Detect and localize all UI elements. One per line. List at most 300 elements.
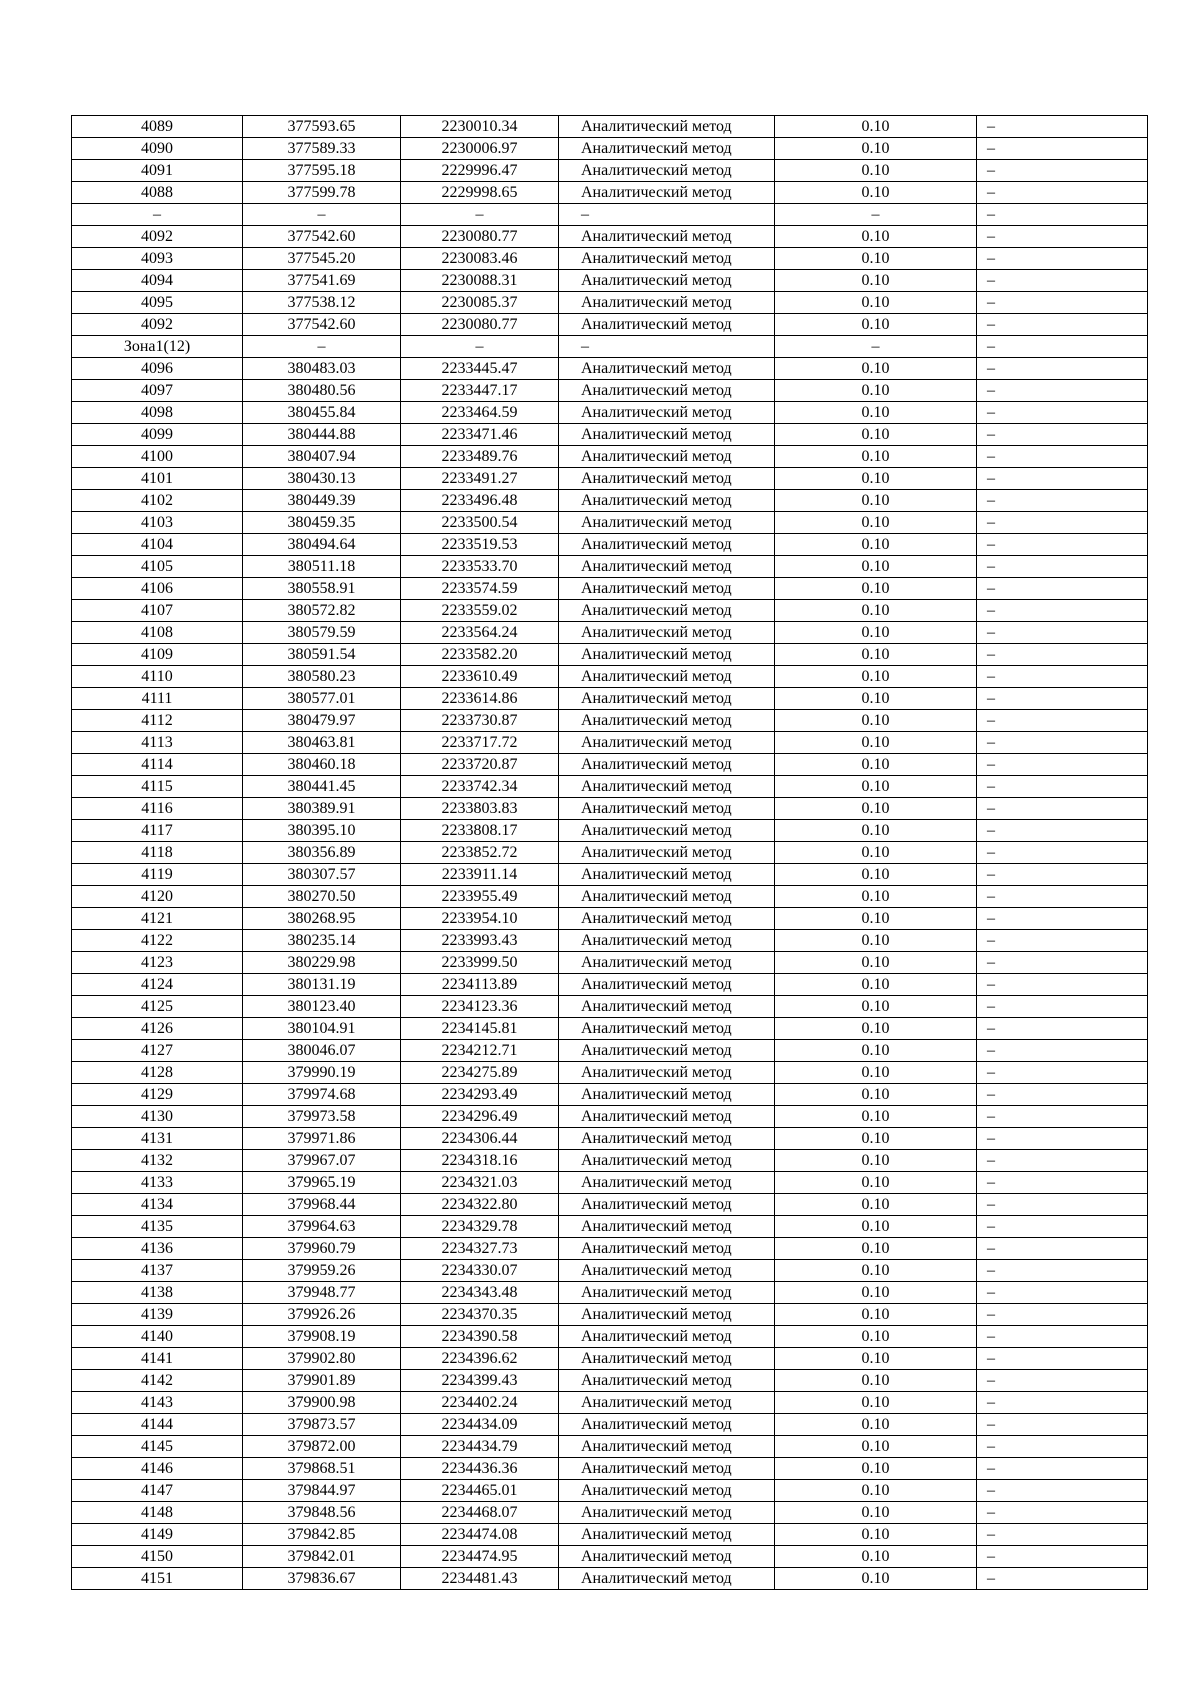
method-cell: Аналитический метод [559,842,775,864]
method-cell: Аналитический метод [559,182,775,204]
method-cell: – [559,204,775,226]
point-number-cell: 4114 [72,754,243,776]
table-row [72,1260,1148,1282]
accuracy-cell: 0.10 [775,248,977,270]
x-coordinate-cell: 379968.44 [243,1194,401,1216]
y-coordinate-cell: 2234293.49 [401,1084,559,1106]
table-row [72,468,1148,490]
point-number-cell: 4117 [72,820,243,842]
point-number-cell: 4098 [72,402,243,424]
accuracy-cell: 0.10 [775,1436,977,1458]
method-cell: Аналитический метод [559,798,775,820]
table-row [72,226,1148,248]
description-cell: – [977,1018,1148,1040]
y-coordinate-cell: 2234296.49 [401,1106,559,1128]
accuracy-cell: 0.10 [775,1502,977,1524]
y-coordinate-cell: 2230083.46 [401,248,559,270]
point-number-cell: Зона1(12) [72,336,243,358]
method-cell: Аналитический метод [559,1194,775,1216]
method-cell: Аналитический метод [559,1238,775,1260]
x-coordinate-cell: 377538.12 [243,292,401,314]
table-row [72,336,1148,358]
y-coordinate-cell: 2233500.54 [401,512,559,534]
point-number-cell: 4105 [72,556,243,578]
x-coordinate-cell: 377599.78 [243,182,401,204]
accuracy-cell: 0.10 [775,1084,977,1106]
point-number-cell: 4124 [72,974,243,996]
description-cell: – [977,1150,1148,1172]
x-coordinate-cell: 379842.85 [243,1524,401,1546]
x-coordinate-cell: 379868.51 [243,1458,401,1480]
method-cell: Аналитический метод [559,1216,775,1238]
method-cell: Аналитический метод [559,116,775,138]
y-coordinate-cell: 2233720.87 [401,754,559,776]
method-cell: Аналитический метод [559,138,775,160]
method-cell: Аналитический метод [559,424,775,446]
point-number-cell: 4134 [72,1194,243,1216]
table-row [72,622,1148,644]
description-cell: – [977,1458,1148,1480]
x-coordinate-cell: 380511.18 [243,556,401,578]
accuracy-cell: 0.10 [775,1238,977,1260]
point-number-cell: 4104 [72,534,243,556]
method-cell: Аналитический метод [559,1502,775,1524]
table-row [72,534,1148,556]
table-row [72,380,1148,402]
method-cell: Аналитический метод [559,556,775,578]
description-cell: – [977,1172,1148,1194]
method-cell: Аналитический метод [559,666,775,688]
y-coordinate-cell: 2233471.46 [401,424,559,446]
accuracy-cell: 0.10 [775,622,977,644]
method-cell: Аналитический метод [559,1480,775,1502]
y-coordinate-cell: 2229998.65 [401,182,559,204]
method-cell: Аналитический метод [559,952,775,974]
point-number-cell: 4095 [72,292,243,314]
accuracy-cell: 0.10 [775,556,977,578]
table-row [72,424,1148,446]
point-number-cell: 4147 [72,1480,243,1502]
y-coordinate-cell: 2233533.70 [401,556,559,578]
accuracy-cell: 0.10 [775,688,977,710]
point-number-cell: 4094 [72,270,243,292]
x-coordinate-cell: 379872.00 [243,1436,401,1458]
accuracy-cell: 0.10 [775,1458,977,1480]
y-coordinate-cell: 2233519.53 [401,534,559,556]
y-coordinate-cell: 2234306.44 [401,1128,559,1150]
accuracy-cell: 0.10 [775,468,977,490]
y-coordinate-cell: 2234434.09 [401,1414,559,1436]
table-row [72,1084,1148,1106]
description-cell: – [977,1260,1148,1282]
description-cell: – [977,204,1148,226]
description-cell: – [977,644,1148,666]
x-coordinate-cell: 380460.18 [243,754,401,776]
x-coordinate-cell: 380591.54 [243,644,401,666]
table-row [72,842,1148,864]
description-cell: – [977,490,1148,512]
description-cell: – [977,1348,1148,1370]
accuracy-cell: 0.10 [775,402,977,424]
table-row [72,1568,1148,1590]
description-cell: – [977,622,1148,644]
accuracy-cell: 0.10 [775,226,977,248]
y-coordinate-cell: 2233464.59 [401,402,559,424]
description-cell: – [977,1128,1148,1150]
y-coordinate-cell: 2234343.48 [401,1282,559,1304]
accuracy-cell: 0.10 [775,534,977,556]
x-coordinate-cell: 379965.19 [243,1172,401,1194]
y-coordinate-cell: 2233582.20 [401,644,559,666]
y-coordinate-cell: 2230085.37 [401,292,559,314]
table-row [72,204,1148,226]
accuracy-cell: 0.10 [775,116,977,138]
x-coordinate-cell: 380494.64 [243,534,401,556]
x-coordinate-cell: – [243,336,401,358]
accuracy-cell: 0.10 [775,1282,977,1304]
method-cell: Аналитический метод [559,600,775,622]
table-row [72,490,1148,512]
accuracy-cell: 0.10 [775,600,977,622]
description-cell: – [977,864,1148,886]
accuracy-cell: 0.10 [775,996,977,1018]
accuracy-cell: 0.10 [775,1194,977,1216]
point-number-cell: 4107 [72,600,243,622]
point-number-cell: 4127 [72,1040,243,1062]
point-number-cell: 4102 [72,490,243,512]
description-cell: – [977,1282,1148,1304]
method-cell: Аналитический метод [559,754,775,776]
description-cell: – [977,292,1148,314]
point-number-cell: 4116 [72,798,243,820]
y-coordinate-cell: – [401,204,559,226]
table-row [72,182,1148,204]
accuracy-cell: 0.10 [775,1370,977,1392]
method-cell: Аналитический метод [559,1040,775,1062]
method-cell: Аналитический метод [559,974,775,996]
description-cell: – [977,424,1148,446]
table-row [72,1370,1148,1392]
description-cell: – [977,380,1148,402]
description-cell: – [977,1326,1148,1348]
accuracy-cell: 0.10 [775,1414,977,1436]
table-row [72,1106,1148,1128]
point-number-cell: 4089 [72,116,243,138]
accuracy-cell: 0.10 [775,1106,977,1128]
point-number-cell: 4126 [72,1018,243,1040]
table-row [72,1282,1148,1304]
table-row [72,314,1148,336]
method-cell: Аналитический метод [559,358,775,380]
table-row [72,1458,1148,1480]
x-coordinate-cell: 379908.19 [243,1326,401,1348]
table-row [72,710,1148,732]
description-cell: – [977,1216,1148,1238]
x-coordinate-cell: 379873.57 [243,1414,401,1436]
table-row [72,402,1148,424]
accuracy-cell: 0.10 [775,1062,977,1084]
x-coordinate-cell: – [243,204,401,226]
y-coordinate-cell: 2233614.86 [401,688,559,710]
accuracy-cell: 0.10 [775,182,977,204]
x-coordinate-cell: 379964.63 [243,1216,401,1238]
description-cell: – [977,182,1148,204]
point-number-cell: 4151 [72,1568,243,1590]
point-number-cell: 4119 [72,864,243,886]
description-cell: – [977,798,1148,820]
table-row [72,688,1148,710]
table-row [72,1172,1148,1194]
x-coordinate-cell: 379973.58 [243,1106,401,1128]
x-coordinate-cell: 380577.01 [243,688,401,710]
y-coordinate-cell: 2233852.72 [401,842,559,864]
description-cell: – [977,534,1148,556]
table-row [72,798,1148,820]
x-coordinate-cell: 380444.88 [243,424,401,446]
point-number-cell: 4113 [72,732,243,754]
description-cell: – [977,116,1148,138]
method-cell: Аналитический метод [559,776,775,798]
y-coordinate-cell: 2234212.71 [401,1040,559,1062]
x-coordinate-cell: 380430.13 [243,468,401,490]
x-coordinate-cell: 380131.19 [243,974,401,996]
x-coordinate-cell: 379974.68 [243,1084,401,1106]
table-row [72,820,1148,842]
accuracy-cell: 0.10 [775,798,977,820]
x-coordinate-cell: 380395.10 [243,820,401,842]
accuracy-cell: 0.10 [775,512,977,534]
method-cell: Аналитический метод [559,1304,775,1326]
description-cell: – [977,512,1148,534]
point-number-cell: 4112 [72,710,243,732]
x-coordinate-cell: 380580.23 [243,666,401,688]
method-cell: Аналитический метод [559,270,775,292]
accuracy-cell: 0.10 [775,754,977,776]
x-coordinate-cell: 379926.26 [243,1304,401,1326]
accuracy-cell: 0.10 [775,446,977,468]
method-cell: Аналитический метод [559,1546,775,1568]
method-cell: Аналитический метод [559,1260,775,1282]
table-row [72,1524,1148,1546]
point-number-cell: 4088 [72,182,243,204]
description-cell: – [977,600,1148,622]
x-coordinate-cell: 380455.84 [243,402,401,424]
point-number-cell: 4100 [72,446,243,468]
point-number-cell: 4137 [72,1260,243,1282]
accuracy-cell: 0.10 [775,776,977,798]
point-number-cell: 4093 [72,248,243,270]
y-coordinate-cell: 2234322.80 [401,1194,559,1216]
x-coordinate-cell: 380270.50 [243,886,401,908]
table-row [72,446,1148,468]
y-coordinate-cell: 2234113.89 [401,974,559,996]
point-number-cell: 4128 [72,1062,243,1084]
description-cell: – [977,1436,1148,1458]
point-number-cell: 4109 [72,644,243,666]
y-coordinate-cell: 2233574.59 [401,578,559,600]
description-cell: – [977,732,1148,754]
x-coordinate-cell: 379902.80 [243,1348,401,1370]
accuracy-cell: 0.10 [775,1260,977,1282]
method-cell: Аналитический метод [559,402,775,424]
method-cell: Аналитический метод [559,930,775,952]
y-coordinate-cell: 2234436.36 [401,1458,559,1480]
x-coordinate-cell: 377595.18 [243,160,401,182]
y-coordinate-cell: 2233445.47 [401,358,559,380]
description-cell: – [977,1414,1148,1436]
accuracy-cell: 0.10 [775,842,977,864]
method-cell: Аналитический метод [559,908,775,930]
table-row [72,1436,1148,1458]
x-coordinate-cell: 380579.59 [243,622,401,644]
x-coordinate-cell: 377593.65 [243,116,401,138]
accuracy-cell: 0.10 [775,1128,977,1150]
point-number-cell: 4106 [72,578,243,600]
point-number-cell: 4144 [72,1414,243,1436]
description-cell: – [977,468,1148,490]
description-cell: – [977,1304,1148,1326]
accuracy-cell: 0.10 [775,1150,977,1172]
accuracy-cell: 0.10 [775,1326,977,1348]
y-coordinate-cell: 2233999.50 [401,952,559,974]
point-number-cell: 4091 [72,160,243,182]
table-row [72,1480,1148,1502]
method-cell: Аналитический метод [559,622,775,644]
description-cell: – [977,446,1148,468]
method-cell: Аналитический метод [559,864,775,886]
point-number-cell: 4131 [72,1128,243,1150]
description-cell: – [977,666,1148,688]
method-cell: Аналитический метод [559,1436,775,1458]
description-cell: – [977,248,1148,270]
accuracy-cell: – [775,204,977,226]
accuracy-cell: 0.10 [775,666,977,688]
y-coordinate-cell: 2234468.07 [401,1502,559,1524]
point-number-cell: 4132 [72,1150,243,1172]
table-row [72,248,1148,270]
description-cell: – [977,402,1148,424]
accuracy-cell: 0.10 [775,644,977,666]
accuracy-cell: 0.10 [775,1524,977,1546]
table-row [72,886,1148,908]
point-number-cell: 4149 [72,1524,243,1546]
method-cell: Аналитический метод [559,380,775,402]
accuracy-cell: 0.10 [775,1040,977,1062]
x-coordinate-cell: 380268.95 [243,908,401,930]
table-row [72,1414,1148,1436]
accuracy-cell: 0.10 [775,732,977,754]
description-cell: – [977,974,1148,996]
description-cell: – [977,358,1148,380]
point-number-cell: 4129 [72,1084,243,1106]
accuracy-cell: 0.10 [775,1392,977,1414]
point-number-cell: 4130 [72,1106,243,1128]
y-coordinate-cell: 2234330.07 [401,1260,559,1282]
table-row [72,908,1148,930]
y-coordinate-cell: 2234370.35 [401,1304,559,1326]
y-coordinate-cell: – [401,336,559,358]
y-coordinate-cell: 2234329.78 [401,1216,559,1238]
table-row [72,1150,1148,1172]
point-number-cell: 4122 [72,930,243,952]
point-number-cell: 4092 [72,314,243,336]
method-cell: Аналитический метод [559,688,775,710]
y-coordinate-cell: 2233730.87 [401,710,559,732]
method-cell: Аналитический метод [559,314,775,336]
description-cell: – [977,1062,1148,1084]
x-coordinate-cell: 380356.89 [243,842,401,864]
accuracy-cell: 0.10 [775,490,977,512]
method-cell: Аналитический метод [559,820,775,842]
x-coordinate-cell: 380572.82 [243,600,401,622]
point-number-cell: 4135 [72,1216,243,1238]
y-coordinate-cell: 2234321.03 [401,1172,559,1194]
table-row [72,1546,1148,1568]
point-number-cell: 4139 [72,1304,243,1326]
description-cell: – [977,556,1148,578]
accuracy-cell: 0.10 [775,1304,977,1326]
y-coordinate-cell: 2233808.17 [401,820,559,842]
accuracy-cell: 0.10 [775,952,977,974]
point-number-cell: 4145 [72,1436,243,1458]
table-row [72,1128,1148,1150]
point-number-cell: 4101 [72,468,243,490]
table-row [72,996,1148,1018]
table-row [72,666,1148,688]
method-cell: Аналитический метод [559,1084,775,1106]
method-cell: Аналитический метод [559,1414,775,1436]
point-number-cell: 4133 [72,1172,243,1194]
method-cell: Аналитический метод [559,468,775,490]
table-row [72,358,1148,380]
y-coordinate-cell: 2233564.24 [401,622,559,644]
y-coordinate-cell: 2234318.16 [401,1150,559,1172]
x-coordinate-cell: 379948.77 [243,1282,401,1304]
accuracy-cell: 0.10 [775,270,977,292]
point-number-cell: 4097 [72,380,243,402]
x-coordinate-cell: 377589.33 [243,138,401,160]
method-cell: Аналитический метод [559,490,775,512]
accuracy-cell: 0.10 [775,380,977,402]
x-coordinate-cell: 377541.69 [243,270,401,292]
x-coordinate-cell: 379960.79 [243,1238,401,1260]
y-coordinate-cell: 2233955.49 [401,886,559,908]
table-row [72,1238,1148,1260]
method-cell: Аналитический метод [559,226,775,248]
point-number-cell: 4146 [72,1458,243,1480]
x-coordinate-cell: 380463.81 [243,732,401,754]
y-coordinate-cell: 2229996.47 [401,160,559,182]
point-number-cell: 4099 [72,424,243,446]
method-cell: Аналитический метод [559,578,775,600]
coordinates-table [71,115,1148,1590]
coordinates-table-body [72,116,1148,1590]
table-row [72,1326,1148,1348]
x-coordinate-cell: 377542.60 [243,226,401,248]
y-coordinate-cell: 2234123.36 [401,996,559,1018]
y-coordinate-cell: 2233993.43 [401,930,559,952]
description-cell: – [977,138,1148,160]
y-coordinate-cell: 2233491.27 [401,468,559,490]
method-cell: Аналитический метод [559,1106,775,1128]
table-row [72,1018,1148,1040]
method-cell: Аналитический метод [559,292,775,314]
description-cell: – [977,688,1148,710]
method-cell: Аналитический метод [559,1458,775,1480]
y-coordinate-cell: 2233717.72 [401,732,559,754]
method-cell: Аналитический метод [559,1348,775,1370]
x-coordinate-cell: 379848.56 [243,1502,401,1524]
